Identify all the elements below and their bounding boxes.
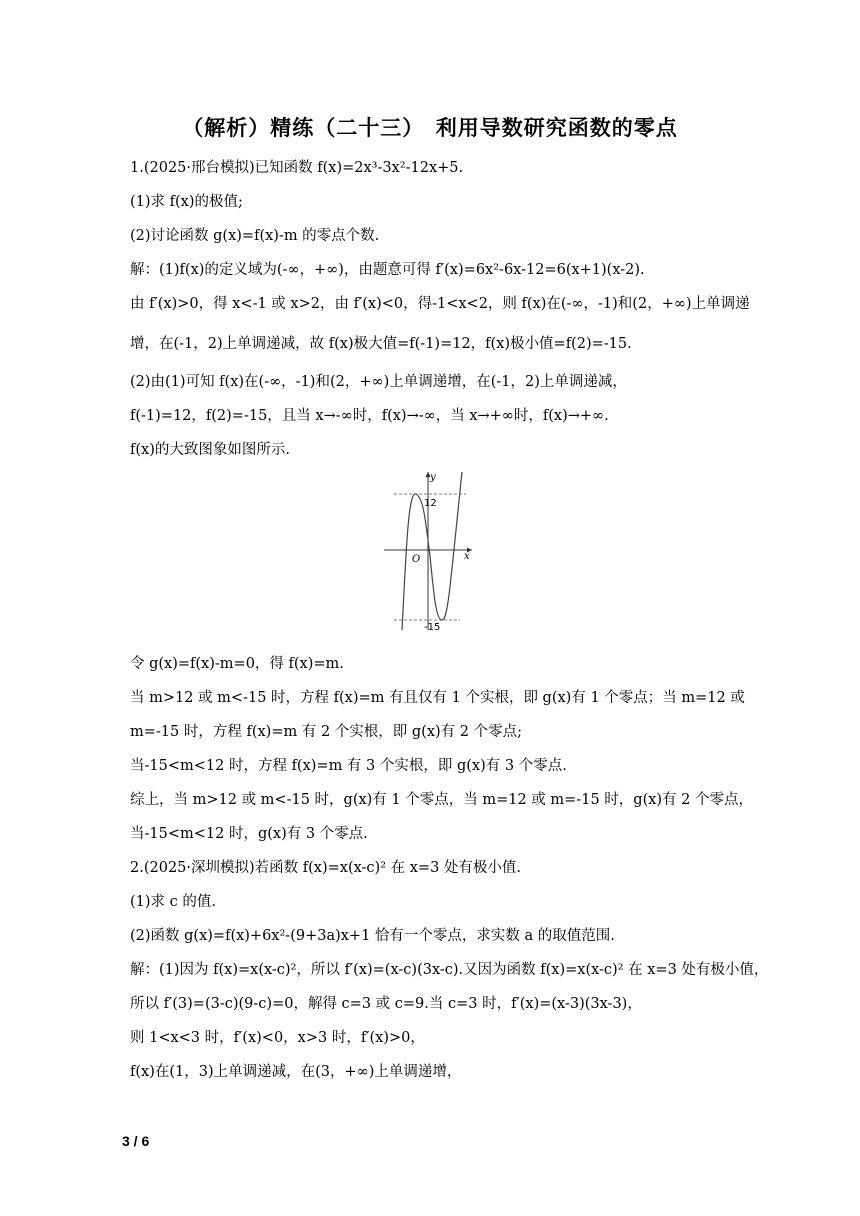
text-line: 由 f′(x)>0，得 x<-1 或 x>2，由 f′(x)<0，得-1<x<2，则 f(x)在(-∞，-1)和(2，+∞)上单调递 bbox=[130, 296, 750, 312]
text-line: (1)求 f(x)的极值; bbox=[130, 194, 243, 210]
text-line: 解：(1)因为 f(x)=x(x-c)²，所以 f′(x)=(x-c)(3x-c).又因为函数 f(x)=x(x-c)² 在 x=3 处有极小值， bbox=[130, 962, 769, 978]
y-axis-label: y bbox=[430, 472, 436, 483]
text-line: (2)讨论函数 g(x)=f(x)-m 的零点个数. bbox=[130, 228, 380, 244]
text-line: 增，在(-1，2)上单调递减，故 f(x)极大值=f(-1)=12，f(x)极小值=f(2)=-15. bbox=[130, 336, 632, 352]
text-line: (1)求 c 的值. bbox=[130, 894, 216, 910]
max-value-label: 12 bbox=[424, 498, 437, 509]
text-line: 当-15<m<12 时，方程 f(x)=m 有 3 个实根，即 g(x)有 3 个零点. bbox=[130, 758, 567, 774]
text-line: m=-15 时，方程 f(x)=m 有 2 个实根，即 g(x)有 2 个零点; bbox=[130, 724, 522, 740]
text-line: (2)函数 g(x)=f(x)+6x²-(9+3a)x+1 恰有一个零点，求实数 a 的取值范围. bbox=[130, 928, 615, 944]
origin-label: O bbox=[412, 554, 421, 565]
text-line: 综上，当 m>12 或 m<-15 时，g(x)有 1 个零点，当 m=12 或 m=-15 时，g(x)有 2 个零点， bbox=[130, 792, 754, 808]
text-line: 2.(2025·深圳模拟)若函数 f(x)=x(x-c)² 在 x=3 处有极小值. bbox=[130, 860, 522, 876]
page-number: 3 / 6 bbox=[122, 1133, 150, 1149]
text-line: 当 m>12 或 m<-15 时，方程 f(x)=m 有且仅有 1 个实根，即 g(x)有 1 个零点；当 m=12 或 bbox=[130, 690, 745, 706]
text-line: 令 g(x)=f(x)-m=0，得 f(x)=m. bbox=[130, 656, 344, 672]
text-line: 当-15<m<12 时，g(x)有 3 个零点. bbox=[130, 826, 368, 842]
text-line: 1.(2025·邢台模拟)已知函数 f(x)=2x³-3x²-12x+5. bbox=[130, 160, 464, 176]
function-graph bbox=[378, 466, 478, 632]
text-line: f(x)的大致图象如图所示. bbox=[130, 442, 290, 458]
text-line: f(-1)=12，f(2)=-15，且当 x→-∞时，f(x)→-∞，当 x→+∞时，f(x)→+∞. bbox=[130, 408, 609, 424]
x-axis-label: x bbox=[464, 551, 470, 562]
page-title: （解析）精练（二十三） 利用导数研究函数的零点 bbox=[182, 116, 678, 140]
text-line: f(x)在(1，3)上单调递减，在(3，+∞)上单调递增， bbox=[130, 1064, 462, 1080]
text-line: 所以 f′(3)=(3-c)(9-c)=0，解得 c=3 或 c=9.当 c=3 时，f′(x)=(x-3)(3x-3)， bbox=[130, 996, 642, 1012]
text-line: (2)由(1)可知 f(x)在(-∞，-1)和(2，+∞)上单调递增，在(-1，2)上单调递减， bbox=[130, 374, 627, 390]
text-line: 解：(1)f(x)的定义域为(-∞，+∞)，由题意可得 f′(x)=6x²-6x-12=6(x+1)(x-2). bbox=[130, 262, 645, 278]
text-line: 则 1<x<3 时，f′(x)<0，x>3 时，f′(x)>0， bbox=[130, 1030, 425, 1046]
min-value-label: -15 bbox=[424, 622, 441, 632]
